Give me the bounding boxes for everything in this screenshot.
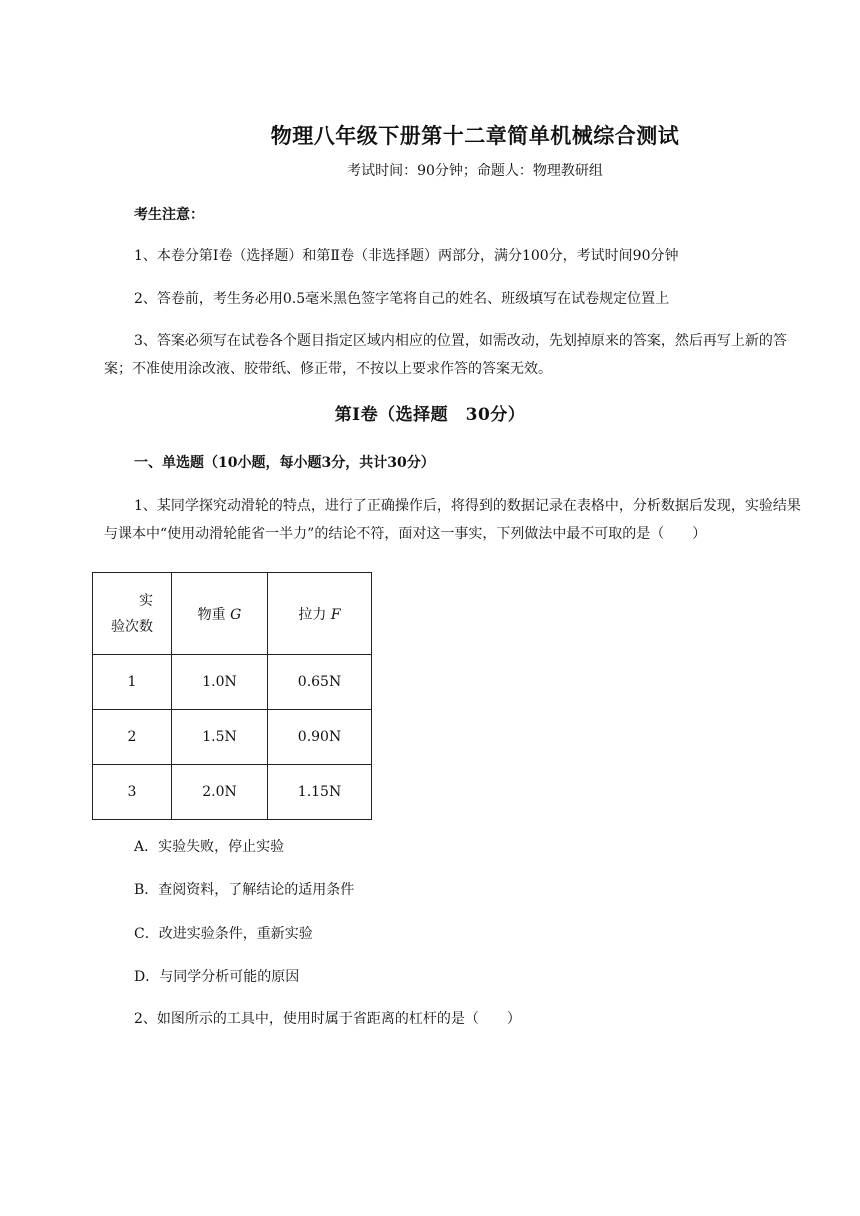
- table-row: [93, 655, 372, 710]
- cell-force: 0.90N: [268, 710, 372, 765]
- option-a: A．实验失败，停止实验: [134, 839, 285, 855]
- question-2-text: 2、如图所示的工具中，使用时属于省距离的杠杆的是（ ）: [134, 1011, 521, 1027]
- header-trial: [93, 573, 172, 655]
- header-force: [268, 573, 372, 655]
- notice-item-3: 3、答案必须写在试卷各个题目指定区域内相应的位置，如需改动，先划掉原来的答案，然后再写上新的答案；不准使用涂改液、胶带纸、修正带，不按以上要求作答的答案无效。: [104, 333, 787, 377]
- header-force-label: 拉力: [298, 606, 327, 623]
- cell-trial: 1: [93, 655, 172, 710]
- cell-weight: 1.0N: [172, 655, 268, 710]
- page-title: 物理八年级下册第十二章简单机械综合测试: [270, 123, 680, 148]
- option-b: B．查阅资料，了解结论的适用条件: [134, 882, 355, 898]
- option-d: D．与同学分析可能的原因: [134, 969, 300, 985]
- header-trial-line2: 验次数: [111, 618, 153, 635]
- cell-weight: 2.0N: [172, 765, 268, 820]
- table-header-row: [93, 573, 372, 655]
- cell-force: 0.65N: [268, 655, 372, 710]
- notice-heading: 考生注意：: [134, 207, 204, 223]
- cell-trial: 2: [93, 710, 172, 765]
- question-type-heading: 一、单选题（10小题，每小题3分，共计30分）: [134, 455, 435, 471]
- table-row: [93, 710, 372, 765]
- section-title: 第Ⅰ卷（选择题 30分）: [334, 405, 526, 425]
- notice-item-1: 1、本卷分第Ⅰ卷（选择题）和第Ⅱ卷（非选择题）两部分，满分100分，考试时间90分钟: [134, 248, 679, 264]
- cell-weight: 1.5N: [172, 710, 268, 765]
- option-c: C．改进实验条件，重新实验: [134, 926, 313, 942]
- header-weight: [172, 573, 268, 655]
- header-weight-label: 物重: [197, 606, 226, 623]
- cell-force: 1.15N: [268, 765, 372, 820]
- header-force-var: F: [330, 606, 341, 623]
- notice-item-2: 2、答卷前，考生务必用0.5毫米黑色签字笔将自己的姓名、班级填写在试卷规定位置上: [134, 291, 670, 307]
- header-weight-var: G: [230, 606, 242, 623]
- header-trial-line1: 实: [139, 592, 153, 609]
- table-row: [93, 765, 372, 820]
- exam-info: 考试时间：90分钟；命题人：物理教研组: [347, 163, 603, 179]
- cell-trial: 3: [93, 765, 172, 820]
- data-table: [92, 572, 372, 820]
- question-1-text: 1、某同学探究动滑轮的特点，进行了正确操作后，将得到的数据记录在表格中，分析数据后发现，实验结果与课本中“使用动滑轮能省一半力”的结论不符，面对这一事实，下列做法中最不可取的是（ ）: [104, 498, 801, 542]
